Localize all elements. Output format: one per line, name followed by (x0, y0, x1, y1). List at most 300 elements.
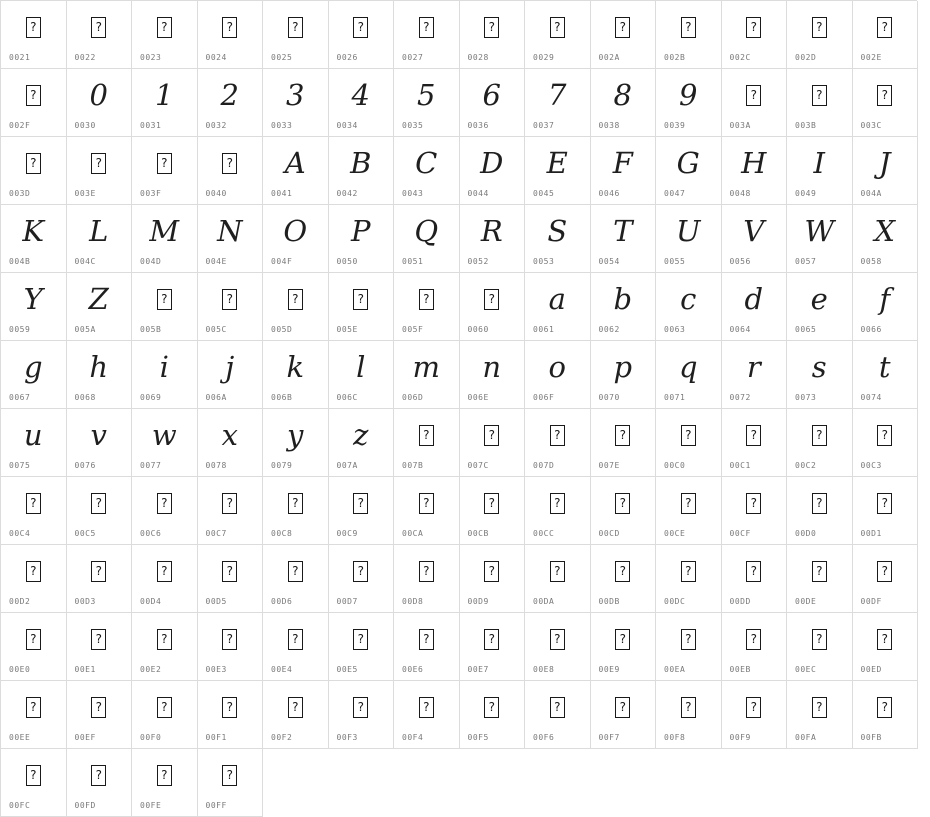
glyph-cell[interactable] (394, 477, 460, 545)
glyph-cell[interactable] (263, 273, 329, 341)
glyph-cell[interactable] (787, 1, 853, 69)
glyph-cell[interactable] (787, 273, 853, 341)
glyph-cell[interactable] (198, 69, 264, 137)
glyph-cell[interactable] (722, 341, 788, 409)
glyph-preview: y (287, 417, 304, 452)
tofu-box-icon (787, 551, 852, 591)
glyph-cell[interactable] (525, 477, 591, 545)
glyph-cell[interactable] (1, 1, 67, 69)
glyph-cell[interactable] (1, 273, 67, 341)
glyph-cell[interactable] (132, 545, 198, 613)
glyph-codepoint-label: 004E (205, 257, 227, 266)
tofu-box-glyph: ? (681, 697, 696, 718)
glyph-cell[interactable] (722, 409, 788, 477)
glyph-cell[interactable] (198, 613, 264, 681)
glyph-cell[interactable] (525, 681, 591, 749)
glyph-preview: x (221, 417, 238, 452)
glyph-cell[interactable] (591, 1, 657, 69)
glyph-cell[interactable] (656, 681, 722, 749)
glyph-cell[interactable] (394, 137, 460, 205)
tofu-box-icon (853, 75, 918, 115)
glyph-cell[interactable] (394, 273, 460, 341)
glyph-cell[interactable] (656, 545, 722, 613)
tofu-box-icon (525, 687, 590, 727)
glyph-codepoint-label: 0029 (533, 53, 555, 62)
tofu-box-icon (329, 619, 394, 659)
glyph-cell[interactable] (1, 477, 67, 545)
glyph-cell[interactable] (329, 69, 395, 137)
glyph-cell[interactable] (460, 69, 526, 137)
glyph-cell[interactable] (67, 137, 133, 205)
tofu-box-icon (853, 415, 918, 455)
glyph-cell[interactable] (591, 681, 657, 749)
tofu-box-icon (1, 7, 66, 47)
glyph-cell[interactable] (263, 545, 329, 613)
glyph-cell[interactable] (329, 205, 395, 273)
glyph-cell[interactable] (132, 137, 198, 205)
tofu-box-glyph: ? (746, 697, 761, 718)
glyph-cell[interactable] (132, 341, 198, 409)
tofu-box-glyph: ? (615, 425, 630, 446)
glyph-cell[interactable] (198, 477, 264, 545)
glyph-codepoint-label: 00D2 (9, 597, 31, 606)
tofu-box-icon (198, 755, 263, 795)
glyph-cell[interactable] (591, 205, 657, 273)
glyph-cell[interactable] (329, 273, 395, 341)
glyph-codepoint-label: 004C (74, 257, 96, 266)
glyph-codepoint-label: 0079 (271, 461, 293, 470)
glyph-preview: f (879, 281, 891, 316)
glyph-cell[interactable] (329, 1, 395, 69)
glyph-preview: m (412, 349, 440, 384)
glyph-cell[interactable] (853, 205, 919, 273)
glyph-cell[interactable] (394, 69, 460, 137)
glyph-cell[interactable] (656, 613, 722, 681)
glyph-cell[interactable] (132, 613, 198, 681)
glyph-preview: 3 (286, 77, 305, 112)
glyph-codepoint-label: 0039 (664, 121, 686, 130)
glyph-cell[interactable] (263, 341, 329, 409)
glyph-codepoint-label: 0048 (729, 189, 751, 198)
tofu-box-glyph: ? (877, 425, 892, 446)
glyph-cell[interactable] (198, 205, 264, 273)
tofu-box-icon (198, 143, 263, 183)
glyph-cell[interactable] (1, 409, 67, 477)
glyph-codepoint-label: 00E6 (402, 665, 424, 674)
glyph-cell[interactable] (525, 409, 591, 477)
glyph-cell[interactable] (853, 1, 919, 69)
glyph-cell[interactable] (394, 409, 460, 477)
glyph-codepoint-label: 00E5 (336, 665, 358, 674)
glyph-codepoint-label: 00C7 (205, 529, 227, 538)
glyph-codepoint-label: 00CA (402, 529, 424, 538)
glyph-preview: q (678, 349, 698, 384)
tofu-box-icon (329, 687, 394, 727)
glyph-cell[interactable] (67, 477, 133, 545)
tofu-box-icon (198, 551, 263, 591)
glyph-codepoint-label: 0037 (533, 121, 555, 130)
glyph-cell[interactable] (198, 1, 264, 69)
tofu-box-glyph: ? (157, 153, 172, 174)
tofu-box-icon (394, 619, 459, 659)
glyph-cell[interactable] (722, 545, 788, 613)
glyph-cell[interactable] (132, 69, 198, 137)
glyph-cell[interactable] (656, 341, 722, 409)
glyph-cell[interactable] (460, 409, 526, 477)
glyph-preview: I (813, 145, 825, 180)
glyph-cell[interactable] (1, 681, 67, 749)
glyph-codepoint-label: 004D (140, 257, 162, 266)
glyph-cell[interactable] (67, 681, 133, 749)
glyph-codepoint-label: 00C2 (795, 461, 817, 470)
glyph-cell[interactable] (198, 681, 264, 749)
glyph-cell[interactable] (1, 69, 67, 137)
glyph-cell[interactable] (591, 273, 657, 341)
glyph-codepoint-label: 004F (271, 257, 293, 266)
glyph-cell[interactable] (853, 137, 919, 205)
glyph-codepoint-label: 0076 (74, 461, 96, 470)
glyph-cell[interactable] (198, 545, 264, 613)
glyph-cell[interactable] (656, 273, 722, 341)
glyph-cell[interactable] (460, 545, 526, 613)
glyph-codepoint-label: 00CD (598, 529, 620, 538)
tofu-box-glyph: ? (681, 425, 696, 446)
glyph-cell[interactable] (656, 1, 722, 69)
tofu-box-glyph: ? (26, 561, 41, 582)
glyph-cell[interactable] (67, 341, 133, 409)
glyph-cell[interactable] (132, 749, 198, 817)
tofu-box-glyph: ? (615, 493, 630, 514)
glyph-cell[interactable] (460, 1, 526, 69)
glyph-codepoint-label: 0040 (205, 189, 227, 198)
glyph-cell[interactable] (722, 137, 788, 205)
glyph-codepoint-label: 005D (271, 325, 293, 334)
glyph-cell[interactable] (591, 137, 657, 205)
glyph-cell[interactable] (722, 681, 788, 749)
glyph-preview: X (874, 213, 896, 248)
glyph-cell[interactable] (263, 681, 329, 749)
glyph-codepoint-label: 0054 (598, 257, 620, 266)
glyph-cell[interactable] (460, 681, 526, 749)
glyph-cell[interactable] (263, 1, 329, 69)
glyph-cell[interactable] (460, 137, 526, 205)
glyph-codepoint-label: 0030 (74, 121, 96, 130)
glyph-cell[interactable] (1, 749, 67, 817)
glyph-cell[interactable] (853, 409, 919, 477)
tofu-box-icon (591, 483, 656, 523)
glyph-cell[interactable] (525, 69, 591, 137)
glyph-codepoint-label: 00FE (140, 801, 162, 810)
glyph-codepoint-label: 0068 (74, 393, 96, 402)
tofu-box-icon (132, 687, 197, 727)
tofu-box-icon (329, 551, 394, 591)
glyph-preview: u (23, 417, 43, 452)
glyph-cell[interactable] (722, 69, 788, 137)
glyph-cell[interactable] (787, 409, 853, 477)
glyph-codepoint-label: 00E2 (140, 665, 162, 674)
glyph-cell[interactable] (722, 477, 788, 545)
glyph-cell[interactable] (591, 477, 657, 545)
tofu-box-icon (394, 415, 459, 455)
glyph-cell[interactable] (787, 545, 853, 613)
glyph-cell[interactable] (394, 545, 460, 613)
glyph-cell[interactable] (67, 1, 133, 69)
glyph-cell[interactable] (263, 409, 329, 477)
glyph-cell[interactable] (1, 205, 67, 273)
glyph-cell[interactable] (67, 69, 133, 137)
tofu-box-icon (263, 687, 328, 727)
tofu-box-icon (591, 619, 656, 659)
glyph-cell[interactable] (853, 681, 919, 749)
glyph-cell[interactable] (263, 137, 329, 205)
glyph-cell[interactable] (591, 613, 657, 681)
glyph-cell[interactable] (329, 341, 395, 409)
glyph-preview: 9 (679, 77, 698, 112)
glyph-codepoint-label: 0033 (271, 121, 293, 130)
tofu-box-glyph: ? (288, 697, 303, 718)
glyph-codepoint-label: 004B (9, 257, 31, 266)
glyph-cell[interactable] (67, 409, 133, 477)
tofu-box-glyph: ? (615, 697, 630, 718)
tofu-box-glyph: ? (746, 425, 761, 446)
glyph-cell[interactable] (656, 409, 722, 477)
tofu-box-glyph: ? (484, 561, 499, 582)
glyph-cell[interactable] (263, 477, 329, 545)
glyph-cell[interactable] (329, 477, 395, 545)
tofu-box-glyph: ? (681, 561, 696, 582)
glyph-cell[interactable] (329, 545, 395, 613)
glyph-cell[interactable] (67, 749, 133, 817)
tofu-box-glyph: ? (222, 697, 237, 718)
glyph-cell[interactable] (263, 613, 329, 681)
glyph-preview: T (613, 213, 633, 248)
tofu-box-icon (656, 687, 721, 727)
glyph-cell[interactable] (67, 205, 133, 273)
glyph-codepoint-label: 006A (205, 393, 227, 402)
glyph-codepoint-label: 003E (74, 189, 96, 198)
tofu-box-icon (460, 619, 525, 659)
tofu-box-glyph: ? (419, 289, 434, 310)
glyph-cell[interactable] (525, 545, 591, 613)
tofu-box-icon (198, 619, 263, 659)
glyph-cell[interactable] (853, 341, 919, 409)
tofu-box-icon (722, 415, 787, 455)
glyph-cell[interactable] (1, 341, 67, 409)
glyph-codepoint-label: 0067 (9, 393, 31, 402)
tofu-box-glyph: ? (157, 289, 172, 310)
glyph-codepoint-label: 0059 (9, 325, 31, 334)
glyph-cell[interactable] (656, 137, 722, 205)
glyph-cell[interactable] (722, 1, 788, 69)
glyph-cell[interactable] (1, 137, 67, 205)
glyph-codepoint-label: 003F (140, 189, 162, 198)
tofu-box-icon (853, 483, 918, 523)
glyph-codepoint-label: 007E (598, 461, 620, 470)
glyph-cell[interactable] (656, 205, 722, 273)
glyph-cell[interactable] (132, 681, 198, 749)
tofu-box-icon (853, 619, 918, 659)
glyph-codepoint-label: 0028 (467, 53, 489, 62)
glyph-cell[interactable] (722, 613, 788, 681)
glyph-cell[interactable] (787, 205, 853, 273)
glyph-cell[interactable] (132, 477, 198, 545)
glyph-preview: W (804, 213, 835, 248)
glyph-codepoint-label: 0064 (729, 325, 751, 334)
glyph-cell[interactable] (787, 613, 853, 681)
glyph-cell[interactable] (853, 69, 919, 137)
glyph-cell[interactable] (853, 613, 919, 681)
glyph-cell[interactable] (263, 69, 329, 137)
glyph-cell[interactable] (67, 273, 133, 341)
tofu-box-glyph: ? (484, 289, 499, 310)
glyph-cell[interactable] (722, 273, 788, 341)
glyph-cell[interactable] (394, 341, 460, 409)
glyph-cell[interactable] (1, 613, 67, 681)
tofu-box-icon (394, 483, 459, 523)
glyph-cell[interactable] (329, 137, 395, 205)
tofu-box-icon (787, 75, 852, 115)
glyph-codepoint-label: 002D (795, 53, 817, 62)
glyph-cell[interactable] (591, 341, 657, 409)
glyph-codepoint-label: 00DD (729, 597, 751, 606)
glyph-cell[interactable] (263, 205, 329, 273)
glyph-cell[interactable] (198, 749, 264, 817)
glyph-preview: z (353, 417, 369, 452)
tofu-box-icon (329, 279, 394, 319)
glyph-cell[interactable] (460, 477, 526, 545)
glyph-codepoint-label: 00E4 (271, 665, 293, 674)
glyph-codepoint-label: 00EC (795, 665, 817, 674)
glyph-codepoint-label: 007B (402, 461, 424, 470)
glyph-preview: A (284, 145, 306, 180)
glyph-codepoint-label: 00F6 (533, 733, 555, 742)
glyph-codepoint-label: 0073 (795, 393, 817, 402)
glyph-cell[interactable] (853, 273, 919, 341)
glyph-cell[interactable] (67, 613, 133, 681)
glyph-codepoint-label: 00FB (860, 733, 882, 742)
glyph-codepoint-label: 00F8 (664, 733, 686, 742)
glyph-cell[interactable] (460, 613, 526, 681)
glyph-codepoint-label: 0041 (271, 189, 293, 198)
tofu-box-icon (67, 483, 132, 523)
glyph-codepoint-label: 00E9 (598, 665, 620, 674)
glyph-preview: E (546, 145, 568, 180)
tofu-box-glyph: ? (288, 629, 303, 650)
glyph-cell[interactable] (132, 273, 198, 341)
tofu-box-icon (656, 551, 721, 591)
glyph-cell[interactable] (132, 1, 198, 69)
glyph-codepoint-label: 00E7 (467, 665, 489, 674)
glyph-cell[interactable] (394, 681, 460, 749)
glyph-codepoint-label: 0066 (860, 325, 882, 334)
glyph-cell[interactable] (525, 273, 591, 341)
glyph-cell[interactable] (198, 341, 264, 409)
glyph-codepoint-label: 0025 (271, 53, 293, 62)
glyph-cell[interactable] (591, 69, 657, 137)
tofu-box-glyph: ? (157, 629, 172, 650)
glyph-cell[interactable] (394, 205, 460, 273)
glyph-cell[interactable] (329, 681, 395, 749)
tofu-box-icon (525, 551, 590, 591)
glyph-cell[interactable] (460, 341, 526, 409)
glyph-cell[interactable] (67, 545, 133, 613)
glyph-cell[interactable] (787, 69, 853, 137)
glyph-cell[interactable] (722, 205, 788, 273)
glyph-cell[interactable] (394, 1, 460, 69)
glyph-cell[interactable] (329, 613, 395, 681)
tofu-box-icon (394, 551, 459, 591)
glyph-preview: l (356, 349, 366, 384)
glyph-cell[interactable] (460, 205, 526, 273)
glyph-cell[interactable] (525, 137, 591, 205)
glyph-codepoint-label: 00D9 (467, 597, 489, 606)
glyph-cell[interactable] (198, 137, 264, 205)
glyph-codepoint-label: 00F7 (598, 733, 620, 742)
tofu-box-glyph: ? (91, 153, 106, 174)
glyph-cell[interactable] (1, 545, 67, 613)
glyph-cell[interactable] (132, 205, 198, 273)
glyph-cell[interactable] (787, 477, 853, 545)
glyph-cell[interactable] (525, 1, 591, 69)
glyph-preview: F (612, 145, 633, 180)
tofu-box-glyph: ? (91, 561, 106, 582)
glyph-codepoint-label: 002F (9, 121, 31, 130)
glyph-cell[interactable] (525, 613, 591, 681)
glyph-cell[interactable] (853, 545, 919, 613)
tofu-box-glyph: ? (615, 561, 630, 582)
tofu-box-glyph: ? (222, 153, 237, 174)
glyph-codepoint-label: 003C (860, 121, 882, 130)
glyph-preview: Q (414, 213, 439, 248)
glyph-cell[interactable] (787, 137, 853, 205)
glyph-cell[interactable] (525, 205, 591, 273)
glyph-cell[interactable] (394, 613, 460, 681)
glyph-codepoint-label: 0069 (140, 393, 162, 402)
tofu-box-icon (591, 415, 656, 455)
glyph-cell[interactable] (656, 69, 722, 137)
glyph-codepoint-label: 003D (9, 189, 31, 198)
glyph-codepoint-label: 007A (336, 461, 358, 470)
glyph-cell[interactable] (787, 341, 853, 409)
glyph-cell[interactable] (198, 409, 264, 477)
tofu-box-icon (525, 619, 590, 659)
glyph-cell[interactable] (591, 545, 657, 613)
glyph-cell[interactable] (329, 409, 395, 477)
glyph-cell[interactable] (591, 409, 657, 477)
tofu-box-glyph: ? (484, 697, 499, 718)
glyph-codepoint-label: 005F (402, 325, 424, 334)
tofu-box-icon (460, 551, 525, 591)
glyph-preview: s (811, 349, 827, 384)
glyph-cell[interactable] (525, 341, 591, 409)
glyph-cell[interactable] (787, 681, 853, 749)
glyph-codepoint-label: 0057 (795, 257, 817, 266)
glyph-cell[interactable] (853, 477, 919, 545)
tofu-box-icon (67, 7, 132, 47)
tofu-box-glyph: ? (615, 17, 630, 38)
tofu-box-icon (1, 687, 66, 727)
glyph-codepoint-label: 00E0 (9, 665, 31, 674)
glyph-cell[interactable] (656, 477, 722, 545)
glyph-cell[interactable] (132, 409, 198, 477)
glyph-cell[interactable] (460, 273, 526, 341)
tofu-box-glyph: ? (484, 17, 499, 38)
tofu-box-glyph: ? (91, 17, 106, 38)
glyph-codepoint-label: 00D1 (860, 529, 882, 538)
glyph-cell[interactable] (198, 273, 264, 341)
tofu-box-icon (460, 415, 525, 455)
glyph-codepoint-label: 0049 (795, 189, 817, 198)
